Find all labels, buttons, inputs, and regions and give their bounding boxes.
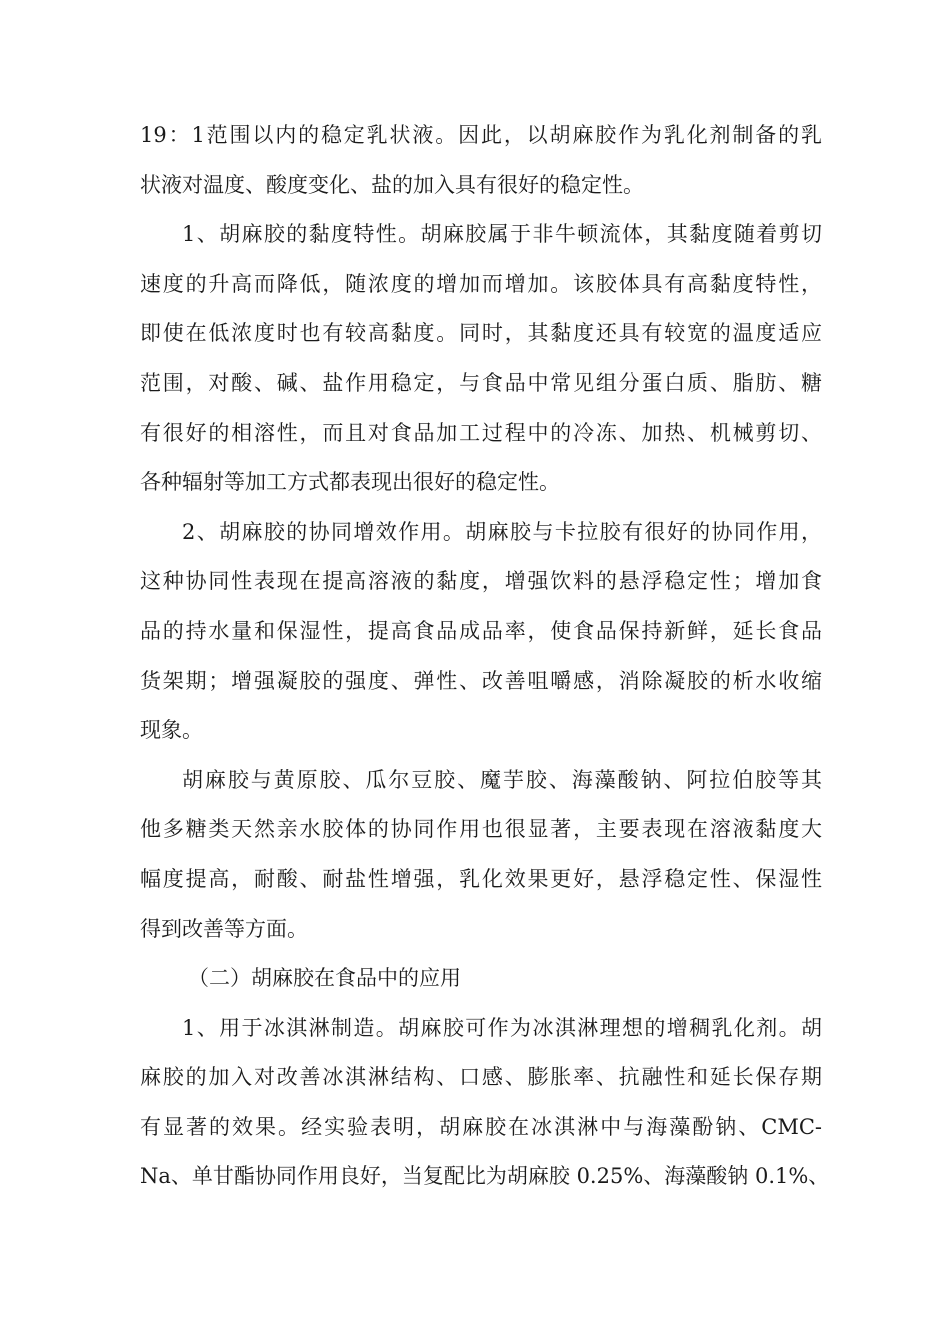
text-line: 现象。	[140, 718, 203, 743]
section-heading: （二）胡麻胶在食品中的应用	[188, 966, 461, 991]
text-line: 麻胶的加入对改善冰淇淋结构、口感、膨胀率、抗融性和延长保存期	[140, 1065, 822, 1090]
text-line: 速度的升高而降低，随浓度的增加而增加。该胶体具有高黏度特性，	[140, 271, 822, 296]
text-line: 19：1范围以内的稳定乳状液。因此，以胡麻胶作为乳化剂制备的乳	[140, 123, 822, 147]
text-line: 他多糖类天然亲水胶体的协同作用也很显著，主要表现在溶液黏度大	[140, 817, 822, 842]
text-line: 这种协同性表现在提高溶液的黏度，增强饮料的悬浮稳定性；增加食	[140, 569, 822, 594]
paragraph-start-line: 胡麻胶与黄原胶、瓜尔豆胶、魔芋胶、海藻酸钠、阿拉伯胶等其	[182, 767, 822, 792]
text-line: 范围，对酸、碱、盐作用稳定，与食品中常见组分蛋白质、脂肪、糖	[140, 370, 822, 395]
text-line: 品的持水量和保湿性，提高食品成品率，使食品保持新鲜，延长食品	[140, 618, 822, 643]
paragraph-start-line: 1、用于冰淇淋制造。胡麻胶可作为冰淇淋理想的增稠乳化剂。胡	[182, 1015, 822, 1040]
text-line: Na、单甘酯协同作用良好，当复配比为胡麻胶 0.25%、海藻酸钠 0.1%、	[140, 1164, 830, 1189]
text-line: 有显著的效果。经实验表明，胡麻胶在冰淇淋中与海藻酚钠、CMC-	[140, 1114, 822, 1139]
text-line: 状液对温度、酸度变化、盐的加入具有很好的稳定性。	[140, 172, 644, 197]
text-line: 有很好的相溶性，而且对食品加工过程中的冷冻、加热、机械剪切、	[140, 420, 822, 445]
paragraph-start-line: 2、胡麻胶的协同增效作用。胡麻胶与卡拉胶有很好的协同作用，	[182, 519, 822, 544]
text-line: 幅度提高，耐酸、耐盐性增强，乳化效果更好，悬浮稳定性、保湿性	[140, 866, 822, 891]
document-body	[140, 111, 830, 1202]
text-line: 得到改善等方面。	[140, 916, 308, 941]
paragraph-start-line: 1、胡麻胶的黏度特性。胡麻胶属于非牛顿流体，其黏度随着剪切	[182, 222, 822, 247]
text-line: 各种辐射等加工方式都表现出很好的稳定性。	[140, 470, 560, 495]
text-line: 即使在低浓度时也有较高黏度。同时，其黏度还具有较宽的温度适应	[140, 321, 822, 346]
text-line: 货架期；增强凝胶的强度、弹性、改善咀嚼感，消除凝胶的析水收缩	[140, 668, 822, 693]
